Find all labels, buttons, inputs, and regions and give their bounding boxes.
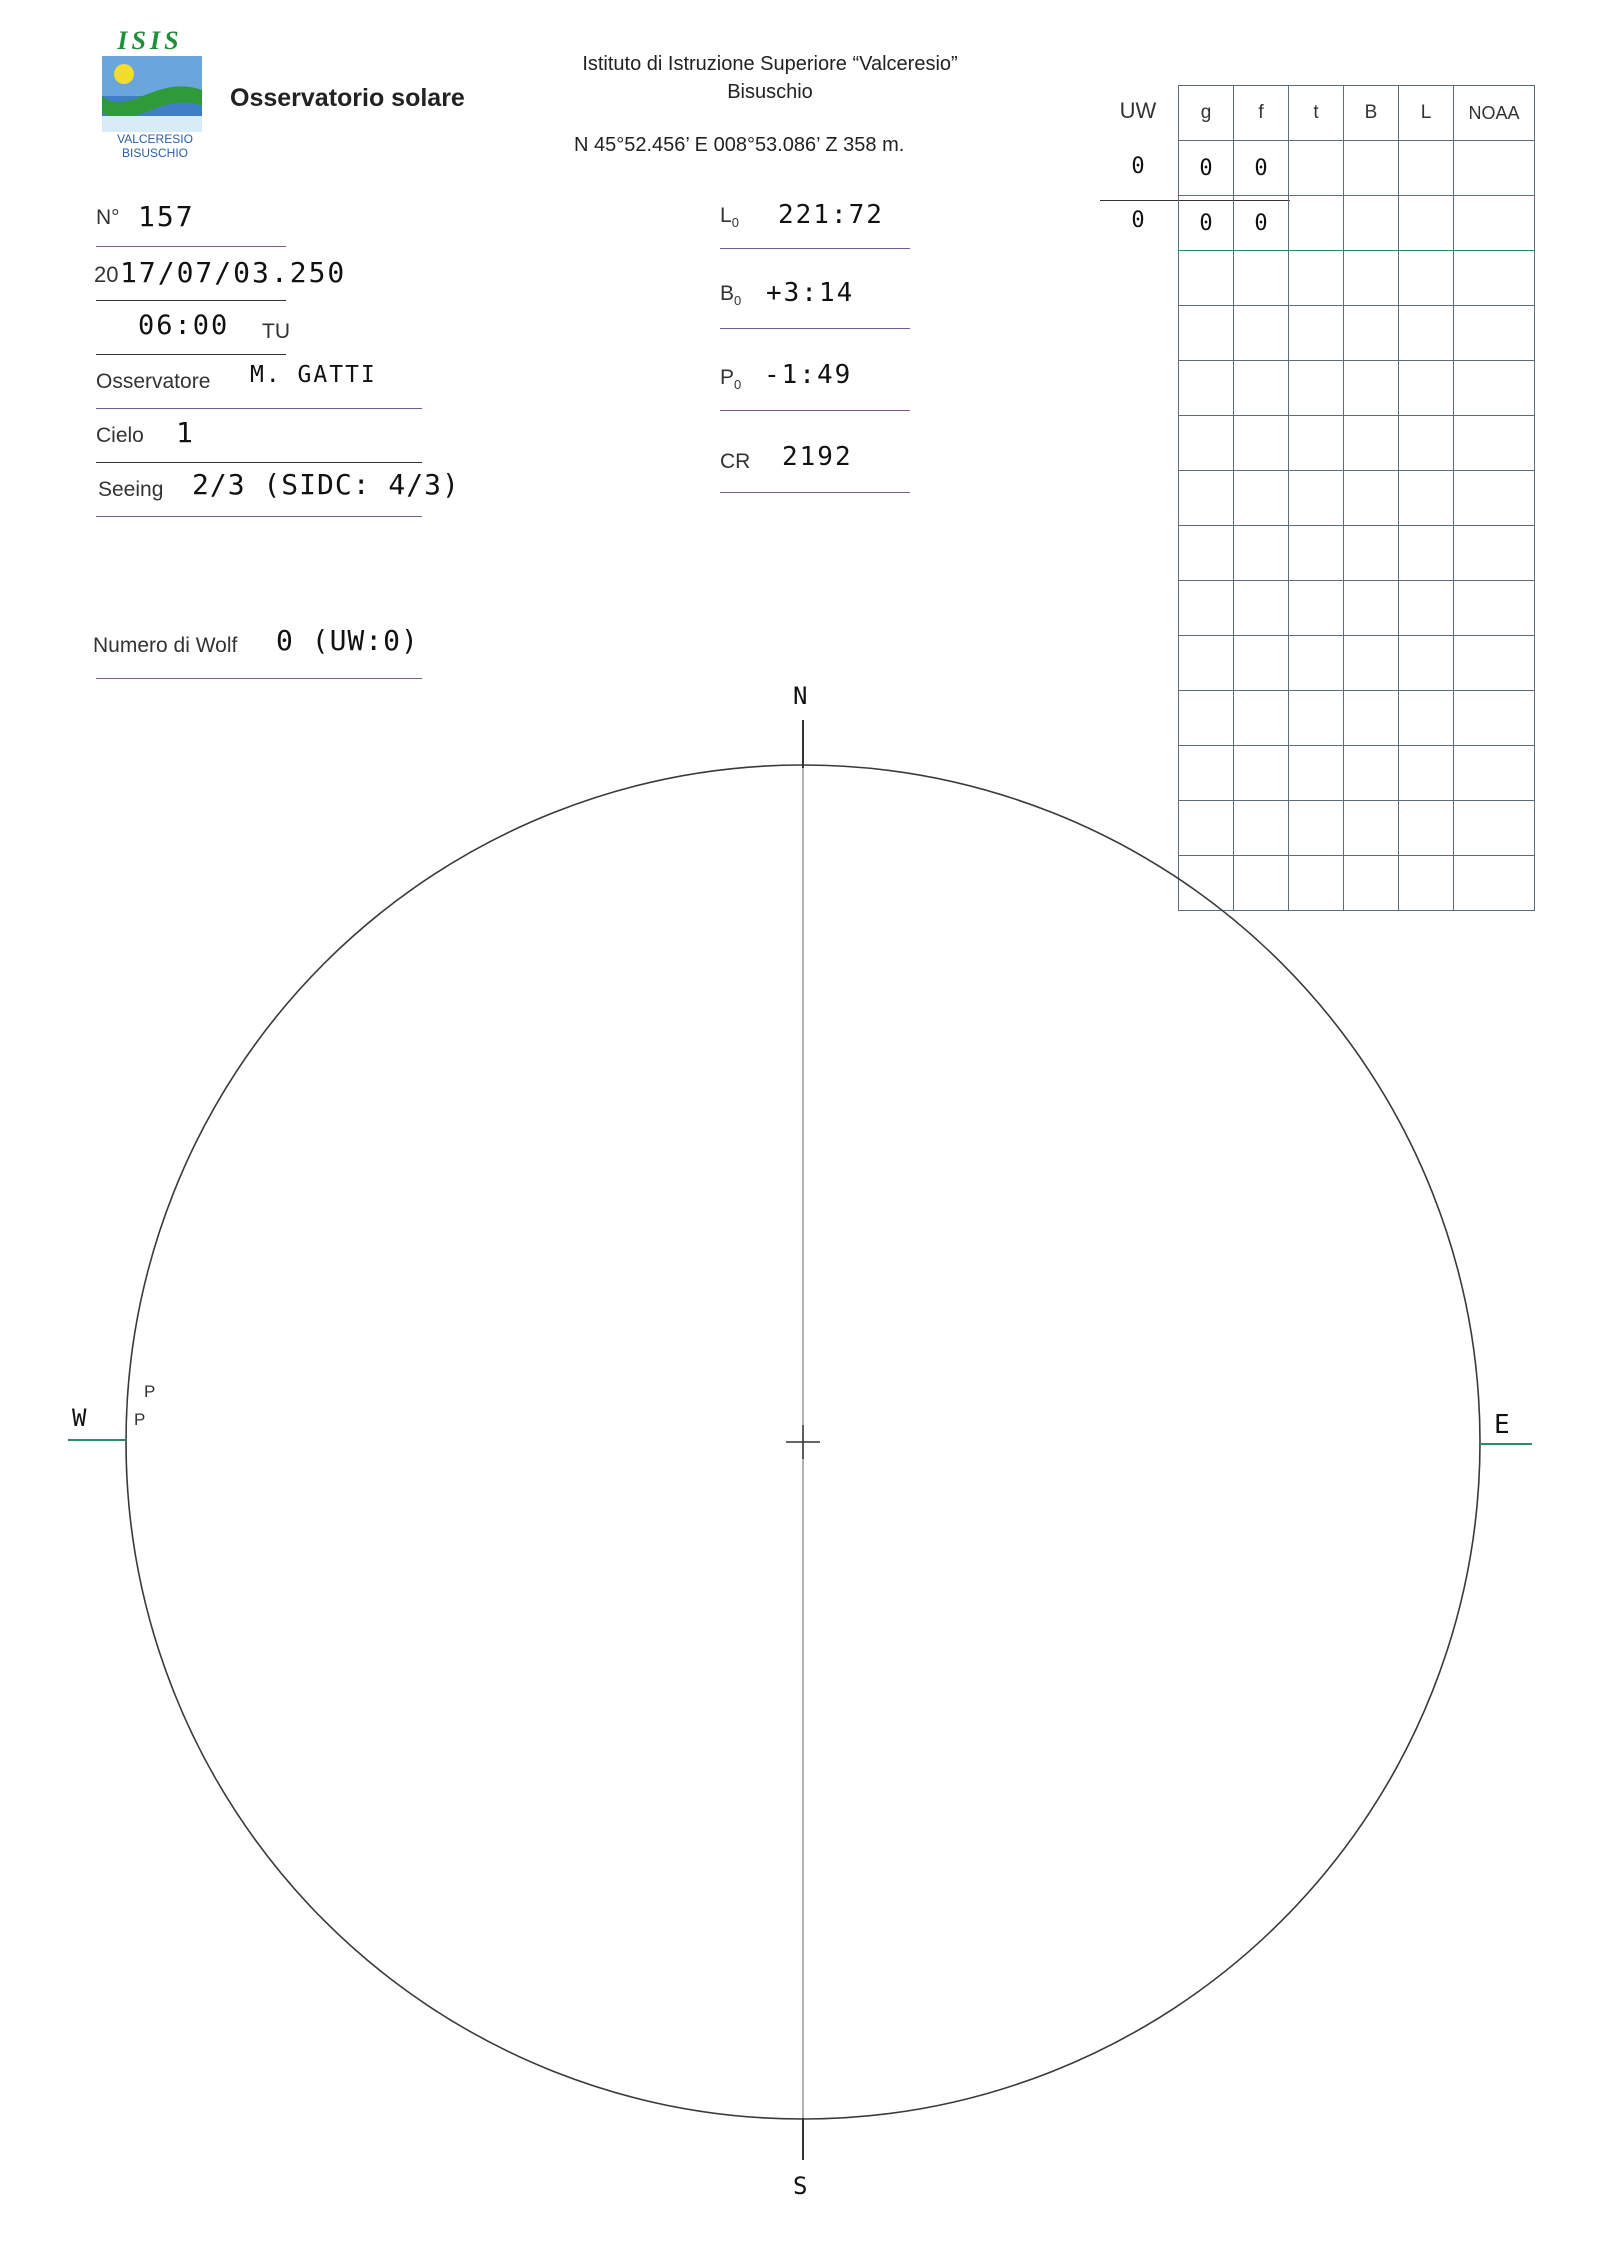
sky-label: Cielo bbox=[96, 424, 144, 447]
date-prefix: 20 bbox=[94, 262, 119, 287]
west-label: W bbox=[72, 1404, 87, 1432]
limb-mark-1: P bbox=[144, 1382, 156, 1401]
date-value: 17/07/03.250 bbox=[120, 256, 347, 289]
cell-f-2: 0 bbox=[1254, 210, 1268, 236]
col-header-b: B bbox=[1344, 86, 1399, 141]
cell-f-1: 0 bbox=[1254, 155, 1268, 181]
north-label: N bbox=[793, 682, 808, 710]
cr-value: 2192 bbox=[782, 442, 853, 472]
wolf-label: Numero di Wolf bbox=[93, 634, 238, 657]
p0-value: -1:49 bbox=[764, 360, 853, 390]
wolf-value: 0 (UW:0) bbox=[276, 624, 419, 657]
l0-value: 221:72 bbox=[778, 200, 884, 230]
south-label: S bbox=[793, 2172, 808, 2200]
uw-value-1: 0 bbox=[1131, 154, 1145, 179]
time-value: 06:00 bbox=[138, 310, 230, 341]
institute-town: Bisuschio bbox=[727, 81, 813, 103]
site-coordinates: N 45°52.456’ E 008°53.086’ Z 358 m. bbox=[574, 134, 905, 156]
institute-name: Istituto di Istruzione Superiore “Valceresio” bbox=[582, 53, 958, 75]
east-label: E bbox=[1494, 1410, 1510, 1440]
p0-label: $P_0$ bbox=[720, 366, 742, 393]
number-label: N° bbox=[96, 206, 120, 229]
cell-g-2: 0 bbox=[1199, 210, 1213, 236]
logo-subtitle-2: BISUSCHIO bbox=[121, 146, 188, 160]
time-unit: TU bbox=[262, 320, 290, 343]
col-header-g: g bbox=[1179, 86, 1234, 141]
number-value: 157 bbox=[138, 200, 195, 233]
col-header-t: t bbox=[1289, 86, 1344, 141]
limb-mark-2: P bbox=[134, 1410, 146, 1429]
observer-label: Osservatore bbox=[96, 370, 211, 393]
cell-g-1: 0 bbox=[1199, 155, 1213, 181]
col-header-f: f bbox=[1234, 86, 1289, 141]
logo-subtitle-1: VALCERESIO bbox=[117, 132, 193, 146]
sky-value: 1 bbox=[176, 416, 195, 449]
seeing-value: 2/3 (SIDC: 4/3) bbox=[192, 468, 460, 501]
cr-label: CR bbox=[720, 450, 751, 473]
col-header-l: L bbox=[1399, 86, 1454, 141]
b0-label: $B_0$ bbox=[720, 282, 742, 309]
observer-value: M. GATTI bbox=[250, 362, 377, 388]
logo-wordmark: ISIS bbox=[117, 26, 183, 55]
seeing-label: Seeing bbox=[98, 478, 164, 501]
l0-label: $L_0$ bbox=[720, 204, 739, 231]
b0-value: +3:14 bbox=[766, 278, 855, 308]
uw-header: UW bbox=[1119, 98, 1157, 123]
page-title: Osservatorio solare bbox=[230, 84, 465, 112]
uw-value-2: 0 bbox=[1131, 208, 1145, 233]
col-header-noaa: NOAA bbox=[1454, 86, 1535, 141]
